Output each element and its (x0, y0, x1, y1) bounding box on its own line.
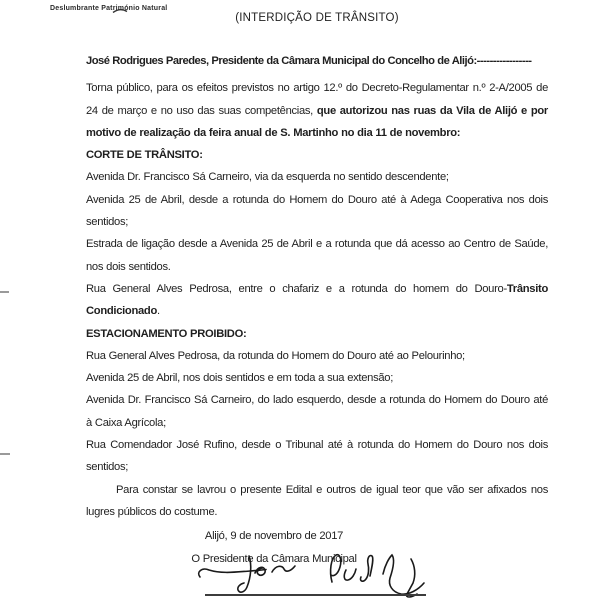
transito-bold-text: Trânsito Condicionado (86, 282, 548, 318)
logo-tagline: Deslumbrante Património Natural (50, 5, 168, 12)
estacionamento-item: Avenida 25 de Abril, nos dois sentidos e em toda a sua extensão; (86, 372, 394, 385)
corte-item-transito (86, 278, 548, 323)
signature-icon (192, 549, 432, 600)
estacionamento-item: Rua General Alves Pedrosa, da rotunda do Homem do Douro até ao Pelourinho; (86, 349, 465, 362)
corte-item: Avenida 25 de Abril, desde a rotunda do Homem do Douro até à Adega Cooperativa nos dois sentidos; (86, 193, 548, 229)
signatory-title: O Presidente da Câmara Municipal (191, 552, 357, 565)
corte-item: Estrada de ligação desde a Avenida 25 de Abril e a rotunda que dá acesso ao Centro de Saúde, nos dois sentidos. (86, 238, 548, 273)
corte-item: Avenida Dr. Francisco Sá Carneiro, via da esquerda no sentido descendente; (86, 171, 449, 184)
transito-period: . (156, 305, 160, 318)
preamble-regular-text: Torna público, para os efeitos previstos no artigo 12.º do Decreto-Regulamentar n.º 2-A/2005 de 24 de março e no uso das suas competências, (86, 82, 548, 117)
preamble-bold-text: que autorizou nas ruas da Vila de Alijó e por motivo de realização da feira anual de S. Martinho no dia 11 de novembro: (86, 104, 548, 139)
transito-regular-text: Rua General Alves Pedrosa, entre o chafariz e a rotunda do homem do Douro- (86, 282, 507, 295)
section-heading-corte: CORTE DE TRÂNSITO: (86, 149, 203, 162)
intro-paragraph: José Rodrigues Paredes, Presidente da Câmara Municipal do Concelho de Alijó:----------------- (86, 55, 532, 67)
preamble-paragraph (86, 77, 548, 144)
section-heading-estacionamento: ESTACIONAMENTO PROIBIDO: (86, 327, 247, 340)
signature-line (205, 594, 426, 596)
scan-artifact-dash (0, 291, 9, 293)
estacionamento-item: Rua Comendador José Rufino, desde o Tribunal até à rotunda do Homem do Douro nos dois sentidos; (86, 439, 548, 474)
dateline: Alijó, 9 de novembro de 2017 (204, 530, 344, 543)
closing-paragraph: Para constar se lavrou o presente Edital e outros de igual teor que vão ser afixados nos lugres públicos do costume. (86, 483, 548, 518)
scan-artifact-dash (0, 453, 10, 455)
estacionamento-item: Avenida Dr. Francisco Sá Carneiro, do lado esquerdo, desde a rotunda do Homem do Douro até à Caixa Agrícola; (86, 394, 548, 429)
document-title: (INTERDIÇÃO DE TRÂNSITO) (235, 12, 399, 24)
